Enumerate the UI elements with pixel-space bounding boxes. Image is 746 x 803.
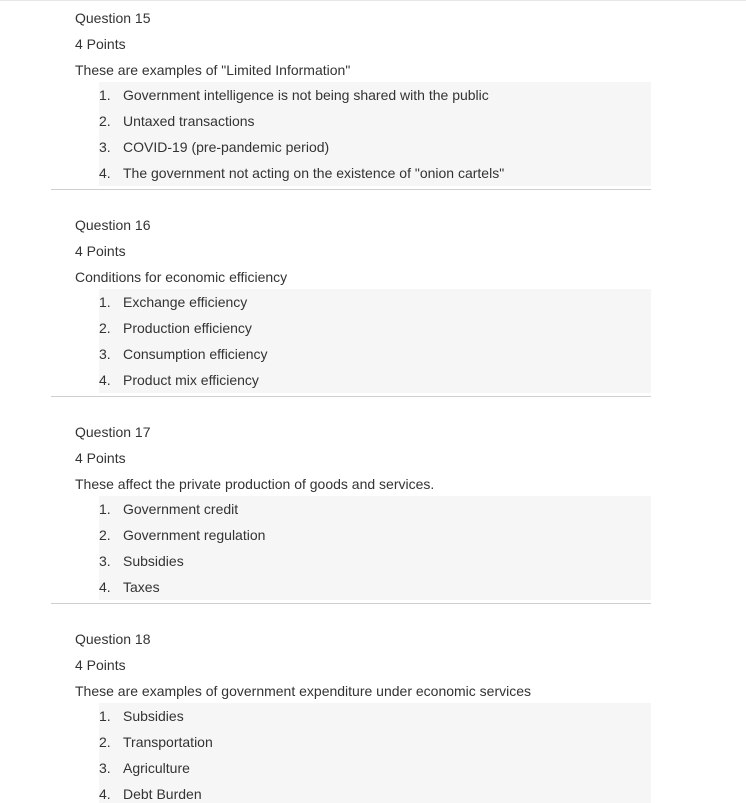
answer-text: Government intelligence is not being shared with the public <box>123 87 489 103</box>
question-prompt: These are examples of government expenditure under economic services <box>75 683 532 699</box>
question-divider <box>51 396 651 397</box>
answer-text: Taxes <box>123 579 160 595</box>
answer-number: 2. <box>99 113 111 129</box>
question-title: Question 15 <box>75 10 151 26</box>
answer-number: 3. <box>99 346 111 362</box>
answer-option-3[interactable] <box>99 755 651 781</box>
answer-number: 2. <box>99 734 111 750</box>
answer-text: Transportation <box>123 734 213 750</box>
answer-list <box>99 496 651 600</box>
answer-option-1[interactable] <box>99 496 651 522</box>
answer-text: Subsidies <box>123 553 184 569</box>
answer-option-1[interactable] <box>99 82 651 108</box>
answer-option-3[interactable] <box>99 134 651 160</box>
answer-number: 4. <box>99 579 111 595</box>
answer-option-1[interactable] <box>99 703 651 729</box>
answer-option-4[interactable] <box>99 160 651 186</box>
question-prompt: These affect the private production of goods and services. <box>75 476 435 492</box>
answer-number: 1. <box>99 501 111 517</box>
answer-number: 1. <box>99 708 111 724</box>
question-points: 4 Points <box>75 36 126 52</box>
question-title: Question 18 <box>75 631 151 647</box>
answer-option-4[interactable] <box>99 781 651 803</box>
answer-number: 1. <box>99 87 111 103</box>
answer-option-2[interactable] <box>99 729 651 755</box>
question-prompt: These are examples of "Limited Information" <box>75 62 351 78</box>
answer-number: 1. <box>99 294 111 310</box>
answer-option-3[interactable] <box>99 548 651 574</box>
answer-number: 4. <box>99 786 111 802</box>
answer-option-2[interactable] <box>99 315 651 341</box>
question-points: 4 Points <box>75 243 126 259</box>
answer-text: Government regulation <box>123 527 266 543</box>
question-points: 4 Points <box>75 657 126 673</box>
answer-text: Government credit <box>123 501 239 517</box>
answer-text: Subsidies <box>123 708 184 724</box>
answer-number: 4. <box>99 372 111 388</box>
answer-text: The government not acting on the existence of "onion cartels" <box>123 165 505 181</box>
question-divider <box>51 603 651 604</box>
answer-option-2[interactable] <box>99 108 651 134</box>
answer-text: COVID-19 (pre-pandemic period) <box>123 139 330 155</box>
answer-text: Agriculture <box>123 760 190 776</box>
answer-number: 4. <box>99 165 111 181</box>
answer-text: Exchange efficiency <box>123 294 248 310</box>
answer-text: Debt Burden <box>123 786 202 802</box>
answer-list <box>99 703 651 803</box>
answer-number: 3. <box>99 760 111 776</box>
question-divider <box>51 189 651 190</box>
top-divider <box>0 0 746 1</box>
answer-list <box>99 289 651 393</box>
answer-option-1[interactable] <box>99 289 651 315</box>
answer-text: Consumption efficiency <box>123 346 268 362</box>
question-title: Question 17 <box>75 424 151 440</box>
answer-text: Untaxed transactions <box>123 113 255 129</box>
question-points: 4 Points <box>75 450 126 466</box>
answer-option-4[interactable] <box>99 367 651 393</box>
answer-option-3[interactable] <box>99 341 651 367</box>
answer-number: 2. <box>99 527 111 543</box>
answer-number: 3. <box>99 139 111 155</box>
answer-option-2[interactable] <box>99 522 651 548</box>
question-title: Question 16 <box>75 217 151 233</box>
answer-number: 3. <box>99 553 111 569</box>
answer-option-4[interactable] <box>99 574 651 600</box>
answer-text: Production efficiency <box>123 320 252 336</box>
answer-list <box>99 82 651 186</box>
answer-text: Product mix efficiency <box>123 372 259 388</box>
answer-number: 2. <box>99 320 111 336</box>
question-prompt: Conditions for economic efficiency <box>75 269 288 285</box>
